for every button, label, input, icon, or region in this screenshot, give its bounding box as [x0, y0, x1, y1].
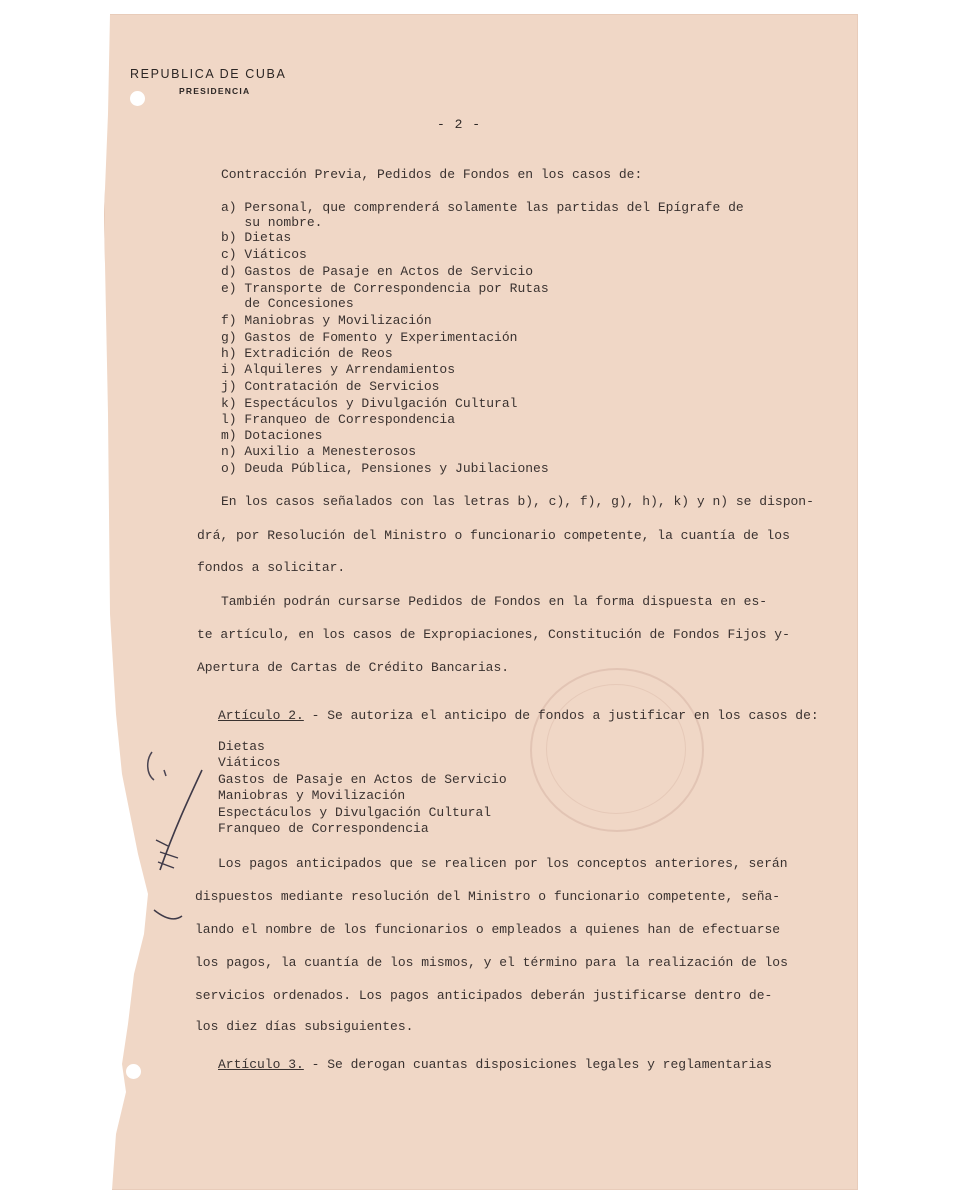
- article-2-text: - Se autoriza el anticipo de fondos a justificar en los casos de:: [303, 708, 819, 723]
- list-item: a) Personal, que comprenderá solamente las partidas del Epígrafe de: [221, 200, 744, 215]
- list-item: e) Transporte de Correspondencia por Rutas: [221, 281, 549, 296]
- paragraph-line: te artículo, en los casos de Expropiaciones, Constitución de Fondos Fijos y-: [197, 627, 790, 642]
- article-2-item: Viáticos: [218, 755, 281, 770]
- page-number: - 2 -: [437, 117, 482, 132]
- article-2-item: Espectáculos y Divulgación Cultural: [218, 805, 492, 820]
- letterhead-title: REPUBLICA DE CUBA: [130, 67, 287, 81]
- list-item: d) Gastos de Pasaje en Actos de Servicio: [221, 264, 534, 279]
- article-2-item: Maniobras y Movilización: [218, 788, 406, 803]
- list-item: k) Espectáculos y Divulgación Cultural: [221, 396, 518, 411]
- list-item: su nombre.: [221, 215, 323, 230]
- paragraph-line: Los pagos anticipados que se realicen por los conceptos anteriores, serán: [218, 856, 788, 871]
- paragraph-line: Apertura de Cartas de Crédito Bancarias.: [197, 660, 510, 675]
- paragraph-line: dispuestos mediante resolución del Ministro o funcionario competente, seña-: [195, 889, 781, 904]
- list-item: b) Dietas: [221, 230, 292, 245]
- handwritten-margin-marks: [138, 740, 208, 940]
- intro-line: Contracción Previa, Pedidos de Fondos en los casos de:: [221, 167, 643, 182]
- paragraph-line: los diez días subsiguientes.: [195, 1019, 414, 1034]
- paragraph-line: drá, por Resolución del Ministro o funcionario competente, la cuantía de los: [197, 528, 790, 543]
- paragraph-line: lando el nombre de los funcionarios o empleados a quienes han de efectuarse: [195, 922, 781, 937]
- article-2-item: Dietas: [218, 739, 265, 754]
- list-item: m) Dotaciones: [221, 428, 323, 443]
- article-2-item: Franqueo de Correspondencia: [218, 821, 429, 836]
- list-item: n) Auxilio a Menesterosos: [221, 444, 417, 459]
- list-item: l) Franqueo de Correspondencia: [221, 412, 456, 427]
- list-item: f) Maniobras y Movilización: [221, 313, 432, 328]
- list-item: i) Alquileres y Arrendamientos: [221, 362, 456, 377]
- paragraph-line: También podrán cursarse Pedidos de Fondos en la forma dispuesta en es-: [221, 594, 768, 609]
- article-2-heading: Artículo 2.: [218, 708, 304, 723]
- paragraph-line: fondos a solicitar.: [197, 560, 346, 575]
- punch-hole-bottom: [126, 1064, 141, 1079]
- letterhead-subtitle: PRESIDENCIA: [179, 86, 251, 96]
- punch-hole-top: [130, 91, 145, 106]
- article-2-line: [218, 708, 819, 724]
- list-item: h) Extradición de Reos: [221, 346, 393, 361]
- list-item: g) Gastos de Fomento y Experimentación: [221, 330, 518, 345]
- list-item: o) Deuda Pública, Pensiones y Jubilaciones: [221, 461, 549, 476]
- article-3-heading: Artículo 3.: [218, 1057, 304, 1072]
- article-2-item: Gastos de Pasaje en Actos de Servicio: [218, 772, 507, 787]
- paragraph-line: los pagos, la cuantía de los mismos, y el término para la realización de los: [195, 955, 788, 970]
- official-seal-inner-ring: [546, 684, 686, 814]
- list-item: c) Viáticos: [221, 247, 307, 262]
- paragraph-line: servicios ordenados. Los pagos anticipados deberán justificarse dentro de-: [195, 988, 773, 1003]
- article-3-line: [218, 1057, 772, 1073]
- official-seal: [530, 668, 704, 832]
- list-item: j) Contratación de Servicios: [221, 379, 440, 394]
- article-3-text: - Se derogan cuantas disposiciones legales y reglamentarias: [303, 1057, 772, 1072]
- list-item: de Concesiones: [221, 296, 354, 311]
- paragraph-line: En los casos señalados con las letras b), c), f), g), h), k) y n) se dispon-: [221, 494, 814, 509]
